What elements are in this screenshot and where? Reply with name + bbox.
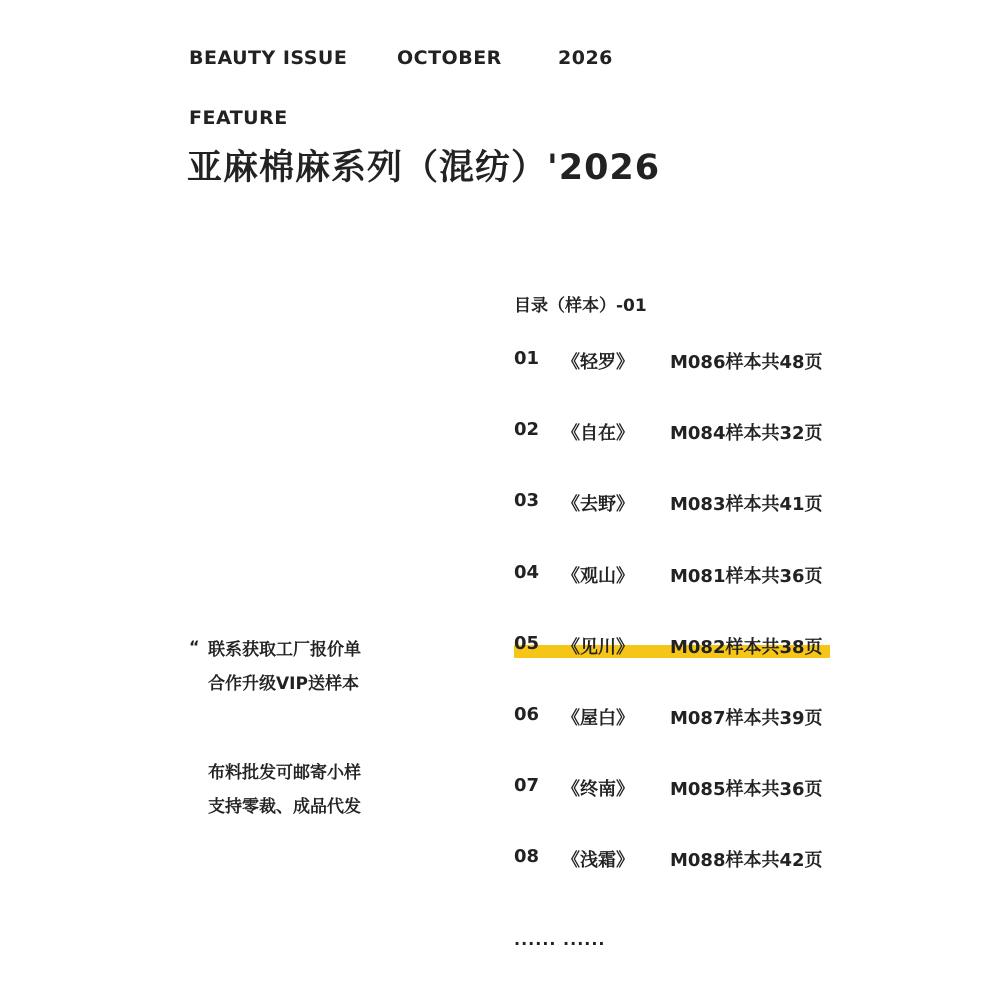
toc-item-03[interactable]: [514, 488, 834, 559]
toc-list: [514, 346, 834, 916]
toc-item-02[interactable]: [514, 417, 834, 488]
toc-item-06[interactable]: [514, 702, 834, 773]
toc-item-number: 06: [514, 703, 540, 725]
toc-item-name: 《观山》: [562, 565, 634, 587]
toc-item-name: 《浅霜》: [562, 850, 634, 872]
toc-item-01[interactable]: [514, 346, 834, 417]
toc-item-name: 《见川》: [562, 636, 634, 658]
year-label: 2026: [558, 47, 613, 69]
toc-item-name: 《屋白》: [562, 707, 634, 729]
toc-item-08[interactable]: [514, 844, 834, 915]
toc-item-name: 《去野》: [562, 494, 634, 516]
contact-line: 联系获取工厂报价单: [208, 640, 361, 660]
toc-item-code: M085样本共36页: [670, 779, 823, 801]
toc-item-04[interactable]: [514, 560, 834, 631]
toc-heading: 目录（样本）-01: [514, 296, 647, 316]
contact-line: 支持零裁、成品代发: [208, 797, 361, 817]
toc-item-number: 03: [514, 490, 540, 512]
toc-item-05[interactable]: [514, 631, 834, 702]
toc-item-number: 02: [514, 419, 540, 441]
toc-item-name: 《自在》: [562, 423, 634, 445]
issue-label: BEAUTY ISSUE: [189, 47, 348, 69]
toc-item-number: 08: [514, 846, 540, 868]
contact-line: 合作升级VIP送样本: [208, 674, 359, 694]
month-label: OCTOBER: [397, 47, 502, 69]
page-title: 亚麻棉麻系列（混纺）'2026: [187, 148, 661, 188]
toc-item-name: 《终南》: [562, 779, 634, 801]
toc-item-code: M086样本共48页: [670, 352, 823, 373]
toc-item-code: M088样本共42页: [670, 850, 823, 872]
contact-block-b: [208, 756, 361, 824]
toc-item-code: M081样本共36页: [670, 565, 823, 587]
toc-item-number: 05: [514, 632, 540, 654]
contact-block-a: [208, 633, 361, 701]
toc-item-code: M084样本共32页: [670, 423, 823, 445]
toc-item-number: 07: [514, 775, 540, 797]
toc-item-code: M087样本共39页: [670, 707, 823, 729]
feature-label: FEATURE: [189, 107, 288, 129]
toc-item-code: M082样本共38页: [670, 636, 823, 658]
toc-ellipsis: ...... ......: [514, 930, 606, 949]
toc-item-number: 01: [514, 348, 540, 369]
toc-item-07[interactable]: [514, 773, 834, 844]
contact-line: 布料批发可邮寄小样: [208, 763, 361, 783]
toc-item-code: M083样本共41页: [670, 494, 823, 516]
quote-mark: “: [189, 637, 200, 656]
toc-item-number: 04: [514, 561, 540, 583]
toc-item-name: 《轻罗》: [562, 352, 634, 373]
